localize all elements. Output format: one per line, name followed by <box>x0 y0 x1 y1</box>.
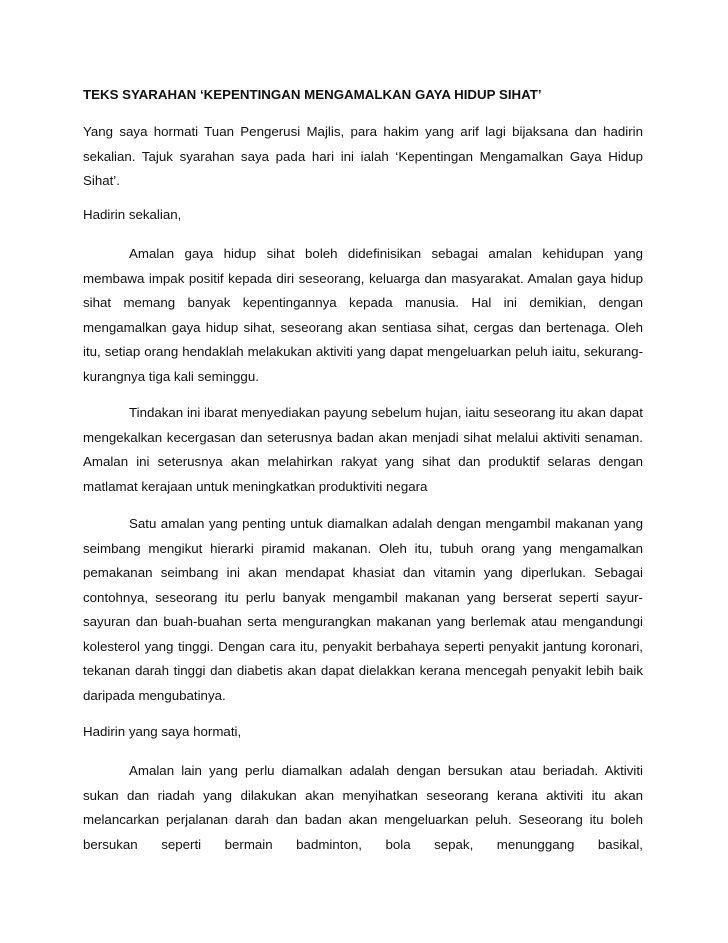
paragraph-salutation: Hadirin sekalian, <box>83 207 182 222</box>
paragraph-balanced-diet: Satu amalan yang penting untuk diamalkan adalah dengan mengambil makanan yang seimbang mengikut hierarki piramid makanan. Oleh itu, tubuh orang yang mengamalkan pemakanan seimbang ini akan mendapat khasiat dan vitamin yang diperlukan. Sebagai contohnya, seseorang itu perlu banyak mengambil makanan yang berserat seperti sayur-sayuran dan buah-buahan serta mengurangkan makanan yang berlemak atau mengandungi kolesterol yang tinggi. Dengan cara itu, penyakit berbahaya seperti penyakit jantung koronari, tekanan darah tinggi dan diabetis akan dapat dielakkan kerana mencegah penyakit lebih baik daripada mengubatinya. <box>83 516 643 703</box>
paragraph-sports: Amalan lain yang perlu diamalkan adalah dengan bersukan atau beriadah. Aktiviti sukan dan riadah yang dilakukan akan menyihatkan seseorang kerana aktiviti itu akan melancarkan perjalanan darah dan badan akan mengeluarkan peluh. Seseorang itu boleh bersukan seperti bermain badminton, bola sepak, menunggang basikal, <box>83 763 643 852</box>
paragraph-umbrella-analogy: Tindakan ini ibarat menyediakan payung sebelum hujan, iaitu seseorang itu akan dapat mengekalkan kecergasan dan seterusnya badan akan menjadi sihat melalui aktiviti senaman. Amalan ini seterusnya akan melahirkan rakyat yang sihat dan produktif selaras dengan matlamat kerajaan untuk meningkatkan produktiviti negara <box>83 405 643 494</box>
paragraph-salutation-2: Hadirin yang saya hormati, <box>83 724 242 739</box>
paragraph-greeting: Yang saya hormati Tuan Pengerusi Majlis, para hakim yang arif lagi bijaksana dan hadirin sekalian. Tajuk syarahan saya pada hari ini ialah ‘Kepentingan Mengamalkan Gaya Hidup Sihat’. <box>83 124 643 188</box>
document-title: TEKS SYARAHAN ‘KEPENTINGAN MENGAMALKAN GAYA HIDUP SIHAT’ <box>83 87 542 102</box>
paragraph-definition: Amalan gaya hidup sihat boleh didefinisikan sebagai amalan kehidupan yang membawa impak positif kepada diri seseorang, keluarga dan masyarakat. Amalan gaya hidup sihat memang banyak kepentingannya kepada manusia. Hal ini demikian, dengan mengamalkan gaya hidup sihat, seseorang akan sentiasa sihat, cergas dan bertenaga. Oleh itu, setiap orang hendaklah melakukan aktiviti yang dapat mengeluarkan peluh iaitu, sekurang-kurangnya tiga kali seminggu. <box>83 246 643 384</box>
